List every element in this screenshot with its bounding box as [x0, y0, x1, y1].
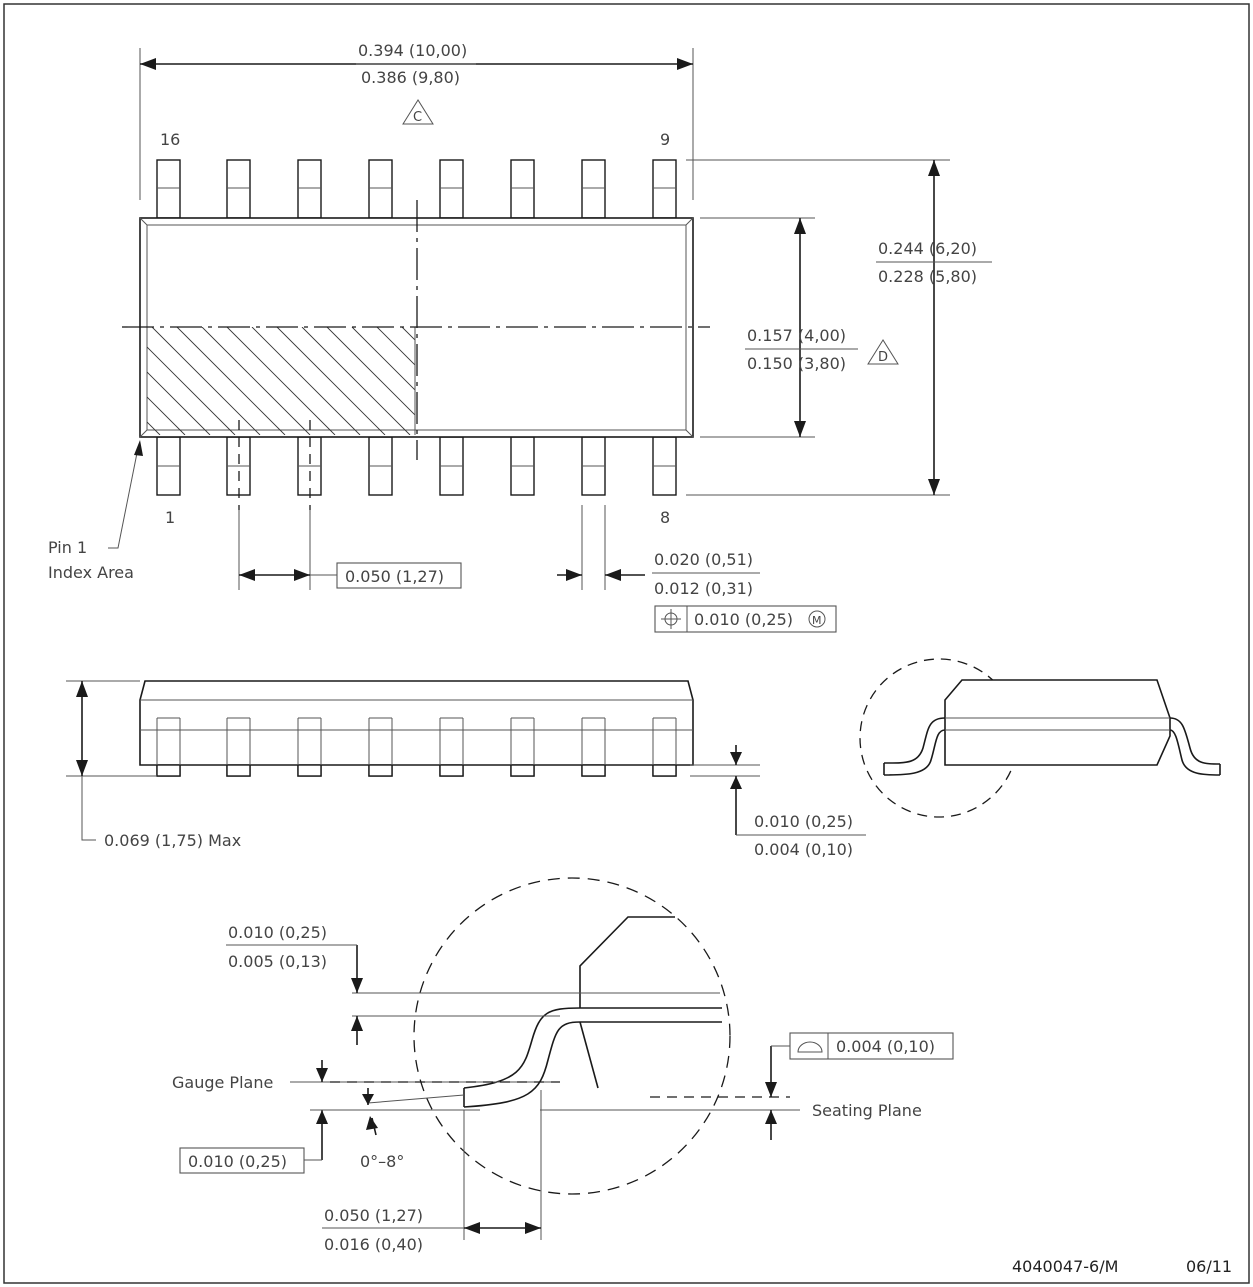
lead-width-max-label: 0.020 (0,51) [654, 550, 753, 569]
pin1-index-line2: Index Area [48, 563, 134, 582]
pin-1-label: 1 [165, 508, 176, 527]
position-tolerance-label: 0.010 (0,25) [694, 610, 793, 629]
total-width-min-label: 0.228 (5,80) [878, 267, 977, 286]
total-width-max-label: 0.244 (6,20) [878, 239, 977, 258]
length-min-label: 0.386 (9,80) [361, 68, 460, 87]
position-modifier-label: M [812, 614, 822, 627]
lead-width-min-label: 0.012 (0,31) [654, 579, 753, 598]
pin1-index-line1: Pin 1 [48, 538, 88, 557]
body-width-max-label: 0.157 (4,00) [747, 326, 846, 345]
lead-thickness-min-label: 0.005 (0,13) [228, 952, 327, 971]
standoff-min-label: 0.004 (0,10) [754, 840, 853, 859]
seating-plane-label: Seating Plane [812, 1101, 922, 1120]
foot-length-min-label: 0.016 (0,40) [324, 1235, 423, 1254]
top-view [52, 48, 992, 632]
gauge-dim-label: 0.010 (0,25) [188, 1152, 287, 1171]
lead-thickness-max-label: 0.010 (0,25) [228, 923, 327, 942]
length-max-label: 0.394 (10,00) [358, 41, 468, 60]
note-c-label: C [413, 110, 423, 125]
note-d-label: D [878, 350, 889, 365]
end-view-detail [860, 659, 1220, 817]
drawing-date: 06/11 [1186, 1257, 1233, 1276]
foot-length-max-label: 0.050 (1,27) [324, 1206, 423, 1225]
side-view [66, 681, 866, 840]
standoff-max-label: 0.010 (0,25) [754, 812, 853, 831]
gauge-plane-label: Gauge Plane [172, 1073, 274, 1092]
pitch-label: 0.050 (1,27) [345, 567, 444, 586]
coplanarity-label: 0.004 (0,10) [836, 1037, 935, 1056]
drawing-number: 4040047-6/M [1012, 1257, 1119, 1276]
pin-16-label: 16 [160, 130, 181, 149]
angle-label: 0°–8° [360, 1152, 405, 1171]
pin-8-label: 8 [660, 508, 671, 527]
height-max-label: 0.069 (1,75) Max [104, 831, 242, 850]
body-width-min-label: 0.150 (3,80) [747, 354, 846, 373]
pin-9-label: 9 [660, 130, 671, 149]
